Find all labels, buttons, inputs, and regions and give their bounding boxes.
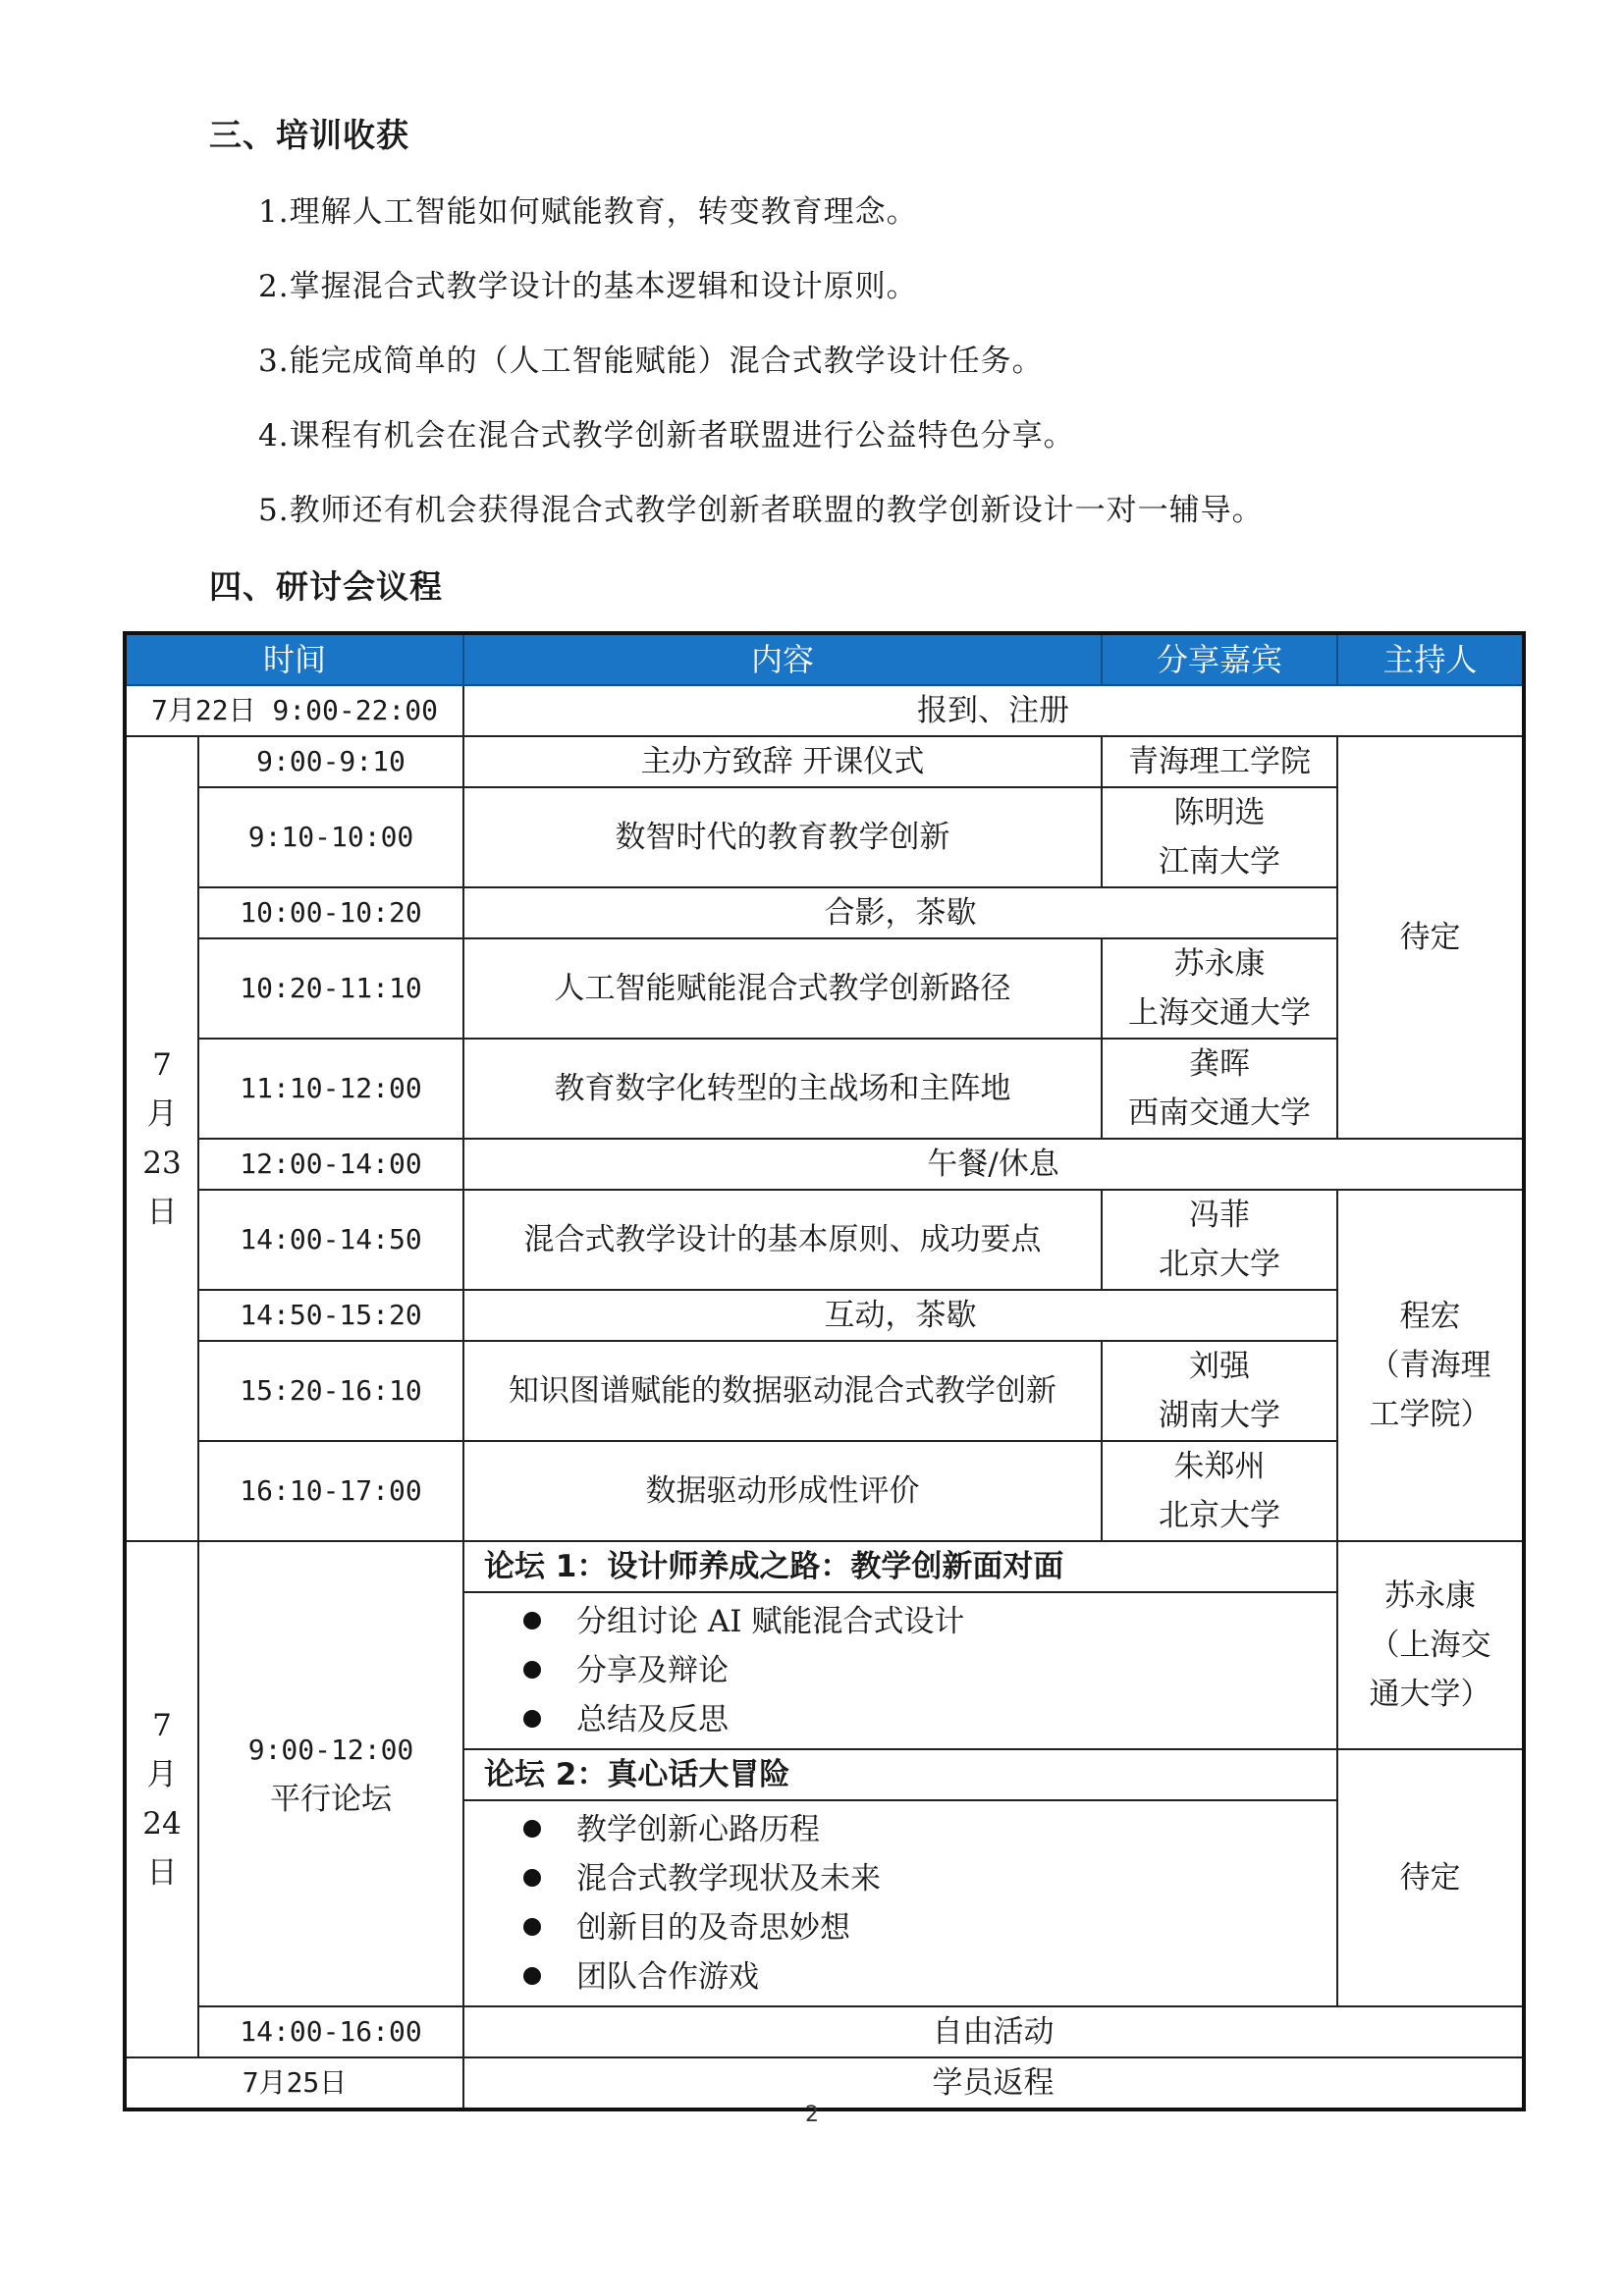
table-row bbox=[125, 1541, 1524, 1592]
header-time: 时间 bbox=[125, 633, 463, 685]
guest-org: 西南交通大学 bbox=[1128, 1095, 1312, 1131]
content-cell: 午餐/休息 bbox=[463, 1139, 1524, 1190]
host-line: 苏永康 bbox=[1384, 1578, 1477, 1614]
table-header-row bbox=[125, 633, 1524, 685]
guest-org: 上海交通大学 bbox=[1128, 995, 1312, 1031]
content-cell: 混合式教学设计的基本原则、成功要点 bbox=[463, 1190, 1102, 1290]
host-line: （青海理 bbox=[1369, 1348, 1491, 1383]
date-0723 bbox=[125, 736, 198, 1541]
time-cell-forum bbox=[198, 1541, 463, 2006]
guest-org: 北京大学 bbox=[1159, 1247, 1281, 1282]
host-line: （上海交 bbox=[1369, 1628, 1491, 1663]
table-row bbox=[125, 787, 1524, 887]
bullet-text: 总结及反思 bbox=[576, 1702, 730, 1737]
content-cell: 互动，茶歇 bbox=[463, 1290, 1337, 1341]
content-cell: 合影，茶歇 bbox=[463, 887, 1337, 938]
time-cell: 14:00-14:50 bbox=[198, 1190, 463, 1290]
outcome-item-2: 2.掌握混合式教学设计的基本逻辑和设计原则。 bbox=[258, 269, 918, 304]
date-char: 月 bbox=[146, 1096, 178, 1132]
time-cell: 15:20-16:10 bbox=[198, 1341, 463, 1441]
content-cell: 数据驱动形成性评价 bbox=[463, 1441, 1102, 1541]
guest-cell bbox=[1102, 1190, 1337, 1290]
guest-org: 湖南大学 bbox=[1159, 1398, 1281, 1433]
section-4-heading: 四、研讨会议程 bbox=[209, 567, 443, 606]
guest-name: 苏永康 bbox=[1173, 946, 1266, 982]
header-guest: 分享嘉宾 bbox=[1102, 633, 1337, 685]
time-cell: 12:00-14:00 bbox=[198, 1139, 463, 1190]
date-0724 bbox=[125, 1541, 198, 2057]
bullet-icon bbox=[523, 1612, 541, 1629]
page-number: 2 bbox=[805, 2103, 819, 2127]
list-item bbox=[523, 1805, 1336, 1854]
content-cell: 自由活动 bbox=[463, 2006, 1524, 2057]
date-char: 23 bbox=[142, 1146, 182, 1181]
table-row bbox=[125, 1290, 1524, 1341]
bullet-icon bbox=[523, 1918, 541, 1936]
date-char: 月 bbox=[146, 1757, 178, 1792]
header-host: 主持人 bbox=[1337, 633, 1524, 685]
guest-cell bbox=[1102, 1039, 1337, 1139]
guest-cell bbox=[1102, 1441, 1337, 1541]
bullet-text: 教学创新心路历程 bbox=[576, 1812, 821, 1847]
guest-name: 陈明选 bbox=[1173, 795, 1266, 830]
table-row bbox=[125, 1139, 1524, 1190]
list-item bbox=[523, 1597, 1336, 1646]
agenda-table bbox=[123, 631, 1526, 2111]
guest-cell bbox=[1102, 938, 1337, 1039]
outcome-item-5: 5.教师还有机会获得混合式教学创新者联盟的教学创新设计一对一辅导。 bbox=[258, 493, 1264, 528]
bullet-icon bbox=[523, 1869, 541, 1887]
guest-name: 朱郑州 bbox=[1173, 1449, 1266, 1484]
host-afternoon bbox=[1337, 1190, 1524, 1541]
table-row bbox=[125, 1441, 1524, 1541]
content-cell: 数智时代的教育教学创新 bbox=[463, 787, 1102, 887]
table-row bbox=[125, 1341, 1524, 1441]
host-line: 工学院） bbox=[1369, 1397, 1491, 1432]
bullet-icon bbox=[523, 1710, 541, 1728]
date-char: 24 bbox=[142, 1806, 182, 1842]
time-cell: 9:10-10:00 bbox=[198, 787, 463, 887]
outcome-item-1: 1.理解人工智能如何赋能教育，转变教育理念。 bbox=[258, 194, 918, 230]
guest-org: 北京大学 bbox=[1159, 1498, 1281, 1533]
date-char: 7 bbox=[152, 1708, 172, 1743]
guest-cell: 青海理工学院 bbox=[1102, 736, 1337, 787]
time-cell: 9:00-9:10 bbox=[198, 736, 463, 787]
table-row bbox=[125, 2006, 1524, 2057]
time-cell: 14:50-15:20 bbox=[198, 1290, 463, 1341]
time-cell: 10:00-10:20 bbox=[198, 887, 463, 938]
content-0725: 学员返程 bbox=[463, 2057, 1524, 2109]
content-0722: 报到、注册 bbox=[463, 685, 1524, 736]
date-char: 日 bbox=[146, 1855, 178, 1891]
table-row bbox=[125, 938, 1524, 1039]
forum-1-host bbox=[1337, 1541, 1524, 1749]
bullet-text: 创新目的及奇思妙想 bbox=[576, 1910, 851, 1946]
guest-cell bbox=[1102, 1341, 1337, 1441]
date-0725: 7月25日 bbox=[125, 2057, 463, 2109]
table-row bbox=[125, 1039, 1524, 1139]
forum-time: 9:00-12:00 bbox=[247, 1733, 414, 1766]
content-cell: 主办方致辞 开课仪式 bbox=[463, 736, 1102, 787]
content-cell: 知识图谱赋能的数据驱动混合式教学创新 bbox=[463, 1341, 1102, 1441]
bullet-text: 团队合作游戏 bbox=[576, 1959, 760, 1995]
list-item bbox=[523, 1646, 1336, 1695]
forum-2-title: 论坛 2：真心话大冒险 bbox=[463, 1749, 1337, 1800]
table-row bbox=[125, 887, 1524, 938]
outcome-item-3: 3.能完成简单的（人工智能赋能）混合式教学设计任务。 bbox=[258, 344, 1044, 379]
list-item bbox=[523, 1952, 1336, 2002]
bullet-icon bbox=[523, 1820, 541, 1838]
bullet-text: 混合式教学现状及未来 bbox=[576, 1861, 882, 1896]
list-item bbox=[523, 1695, 1336, 1744]
guest-name: 刘强 bbox=[1189, 1349, 1251, 1384]
content-cell: 教育数字化转型的主战场和主阵地 bbox=[463, 1039, 1102, 1139]
table-row-0722 bbox=[125, 685, 1524, 736]
forum-1-bullets bbox=[463, 1592, 1337, 1749]
bullet-icon bbox=[523, 1661, 541, 1679]
forum-label: 平行论坛 bbox=[270, 1781, 392, 1817]
guest-name: 冯菲 bbox=[1189, 1198, 1251, 1233]
list-item bbox=[523, 1854, 1336, 1903]
forum-1-title: 论坛 1：设计师养成之路：教学创新面对面 bbox=[463, 1541, 1337, 1592]
header-content: 内容 bbox=[463, 633, 1102, 685]
host-line: 通大学） bbox=[1369, 1677, 1491, 1712]
table-row bbox=[125, 736, 1524, 787]
date-char: 7 bbox=[152, 1047, 172, 1083]
guest-org: 江南大学 bbox=[1159, 844, 1281, 880]
time-cell: 14:00-16:00 bbox=[198, 2006, 463, 2057]
bullet-icon bbox=[523, 1967, 541, 1985]
bullet-text: 分组讨论 AI 赋能混合式设计 bbox=[576, 1604, 965, 1639]
host-morning: 待定 bbox=[1337, 736, 1524, 1139]
host-line: 程宏 bbox=[1399, 1299, 1461, 1334]
table-row bbox=[125, 1190, 1524, 1290]
list-item bbox=[523, 1903, 1336, 1952]
date-char: 日 bbox=[146, 1195, 178, 1230]
section-3-heading: 三、培训收获 bbox=[209, 116, 409, 154]
outcome-item-4: 4.课程有机会在混合式教学创新者联盟进行公益特色分享。 bbox=[258, 418, 1075, 454]
content-cell: 人工智能赋能混合式教学创新路径 bbox=[463, 938, 1102, 1039]
time-cell: 16:10-17:00 bbox=[198, 1441, 463, 1541]
forum-2-bullets bbox=[463, 1800, 1337, 2006]
forum-2-host: 待定 bbox=[1337, 1749, 1524, 2006]
guest-name: 龚晖 bbox=[1189, 1046, 1251, 1082]
bullet-text: 分享及辩论 bbox=[576, 1653, 730, 1688]
time-cell: 11:10-12:00 bbox=[198, 1039, 463, 1139]
time-cell: 10:20-11:10 bbox=[198, 938, 463, 1039]
guest-cell bbox=[1102, 787, 1337, 887]
date-0722: 7月22日 9:00-22:00 bbox=[125, 685, 463, 736]
